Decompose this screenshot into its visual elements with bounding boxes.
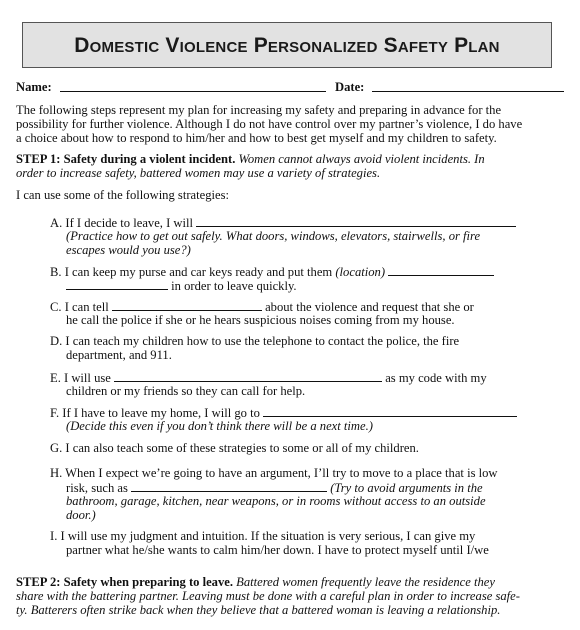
item-f-blank[interactable] bbox=[263, 405, 517, 417]
item-h-hint-4: door.) bbox=[66, 508, 96, 522]
item-h-hint-3: bathroom, garage, kitchen, near weapons, or in rooms without access to an outside bbox=[66, 494, 486, 508]
item-b-location-hint: (location) bbox=[335, 265, 386, 279]
step1-heading: STEP 1: Safety during a violent incident. bbox=[16, 152, 236, 166]
item-d: D. I can teach my children how to use the telephone to contact the police, the fire bbox=[50, 334, 460, 348]
item-b-blank-2[interactable] bbox=[66, 278, 168, 290]
step1-note-line-2: order to increase safety, battered women may use a variety of strategies. bbox=[16, 166, 381, 180]
item-i: I. I will use my judgment and intuition. If the situation is very serious, I can give my bbox=[50, 529, 476, 543]
item-a-hint-2: escapes would you use?) bbox=[66, 243, 191, 257]
item-c-text: C. I can tell bbox=[50, 300, 109, 314]
item-e-text: E. I will use bbox=[50, 371, 111, 385]
item-a-text: A. If I decide to leave, I will bbox=[50, 216, 194, 230]
step2-note-line-2: share with the battering partner. Leaving must be done with a careful plan in order to increase safe- bbox=[16, 589, 520, 603]
intro-line-2: possibility for further violence. Although I do not have control over my partner’s violence, I do have bbox=[16, 117, 523, 131]
name-field[interactable] bbox=[60, 80, 326, 96]
item-h-hint-2: (Try to avoid arguments in the bbox=[330, 481, 483, 495]
item-b-text-2: in order to leave quickly. bbox=[171, 279, 297, 293]
step2-heading: STEP 2: Safety when preparing to leave. bbox=[16, 575, 234, 589]
step2-note-line-3: ty. Batterers often strike back when they believe that a battered woman is leaving a relationship. bbox=[16, 603, 501, 617]
step1-line-1 bbox=[16, 152, 485, 167]
item-e-blank[interactable] bbox=[114, 370, 382, 382]
item-e-text-post: as my code with my bbox=[385, 371, 487, 385]
item-d-line-2: department, and 911. bbox=[66, 348, 172, 362]
item-c-text-post: about the violence and request that she or bbox=[265, 300, 474, 314]
item-b-blank[interactable] bbox=[388, 264, 494, 276]
item-b-line-2 bbox=[66, 278, 297, 294]
name-label: Name: bbox=[16, 80, 52, 94]
title-banner bbox=[22, 22, 552, 68]
date-label: Date: bbox=[335, 80, 365, 94]
document-title: Domestic Violence Personalized Safety Plan bbox=[74, 33, 500, 57]
strategies-intro: I can use some of the following strategies: bbox=[16, 188, 229, 202]
item-c-line-2: he call the police if she or he hears suspicious noises coming from my house. bbox=[66, 313, 455, 327]
item-a-blank[interactable] bbox=[196, 215, 516, 227]
item-i-line-2: partner what he/she wants to calm him/her down. I have to protect myself until I/we bbox=[66, 543, 489, 557]
item-h-blank[interactable] bbox=[131, 480, 327, 492]
item-a-hint-1: (Practice how to get out safely. What doors, windows, elevators, stairwells, or fire bbox=[66, 229, 481, 243]
item-h-text-2: risk, such as bbox=[66, 481, 128, 495]
step1-note: Women cannot always avoid violent incidents. In bbox=[235, 152, 485, 166]
item-h: H. When I expect we’re going to have an argument, I’ll try to move to a place that is low bbox=[50, 466, 498, 480]
step2-line-1 bbox=[16, 575, 495, 590]
item-e-line-2: children or my friends so they can call for help. bbox=[66, 384, 306, 398]
item-f-text: F. If I have to leave my home, I will go to bbox=[50, 406, 260, 420]
intro-line-1: The following steps represent my plan for increasing my safety and preparing in advance for the bbox=[16, 103, 502, 117]
item-b-text: B. I can keep my purse and car keys ready and put them bbox=[50, 265, 336, 279]
date-field[interactable] bbox=[372, 80, 564, 96]
item-f-hint: (Decide this even if you don’t think there will be a next time.) bbox=[66, 419, 373, 433]
step2-note: Battered women frequently leave the residence they bbox=[233, 575, 495, 589]
item-g: G. I can also teach some of these strategies to some or all of my children. bbox=[50, 441, 419, 455]
intro-line-3: a choice about how to respond to him/her and how to best get myself and my children to safety. bbox=[16, 131, 497, 145]
item-c-blank[interactable] bbox=[112, 299, 262, 311]
